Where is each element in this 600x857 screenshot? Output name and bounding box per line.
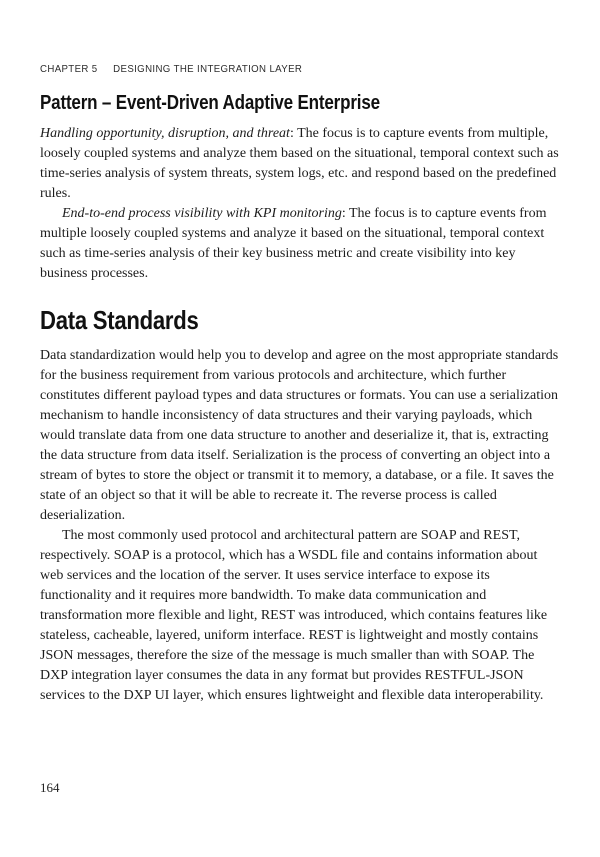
paragraph-handling-opportunity bbox=[40, 124, 563, 204]
page-content bbox=[40, 63, 563, 706]
section-heading-data-standards: Data Standards bbox=[40, 305, 199, 335]
page-number: 164 bbox=[40, 780, 60, 795]
paragraph-text: : The focus is to capture events from multiple, loosely coupled systems and analyze them based on the situational, temporal context such as time-series analysis of system threats, system logs, etc. and respond based on the predefined rules. bbox=[40, 126, 559, 201]
paragraph-data-standardization: Data standardization would help you to develop and agree on the most appropriate standards for the business requirement from various protocols and architecture, which further constitutes different payload types and data structures or formats. You can use a serialization mechanism to handle inconsistency of data structures and their varying payloads, which would translate data from one data structure to another and deserialize it, that is, extracting the data structure from data itself. Serialization is the process of converting an object into a stream of bytes to store the object or transmit it to memory, a database, or a file. It saves the state of an object so that it will be able to recreate it. The reverse process is called deserialization. bbox=[40, 348, 559, 523]
paragraph-soap-rest: The most commonly used protocol and architectural pattern are SOAP and REST, respectively. SOAP is a protocol, which has a WSDL file and contains information about web services and the location of the server. It uses service interface to expose its functionality and it requires more bandwidth. To make data communication and transformation more flexible and light, REST was introduced, which contains features like stateless, cacheable, layered, uniform interface. REST is lightweight and mostly contains JSON messages, therefore the size of the message is much smaller than with SOAP. The DXP integration layer consumes the data in any format but provides RESTFUL-JSON services to the DXP UI layer, which ensures lightweight and flexible data interoperability. bbox=[40, 528, 548, 703]
chapter-title: DESIGNING THE INTEGRATION LAYER bbox=[113, 63, 303, 75]
running-header bbox=[40, 63, 521, 75]
paragraph-lead-italic: End-to-end process visibility with KPI monitoring bbox=[62, 206, 342, 221]
section-heading-pattern-event-driven: Pattern – Event-Driven Adaptive Enterprise bbox=[40, 92, 380, 114]
paragraph-text: : The focus is to capture events from multiple loosely coupled systems and analyze it based on the situational, temporal context such as time-series analysis of their key business metric and create visibility into key business processes. bbox=[40, 206, 547, 281]
paragraph-end-to-end-visibility bbox=[40, 204, 563, 284]
paragraph-lead-italic: Handling opportunity, disruption, and threat bbox=[40, 126, 290, 141]
chapter-label: CHAPTER 5 bbox=[40, 63, 98, 75]
